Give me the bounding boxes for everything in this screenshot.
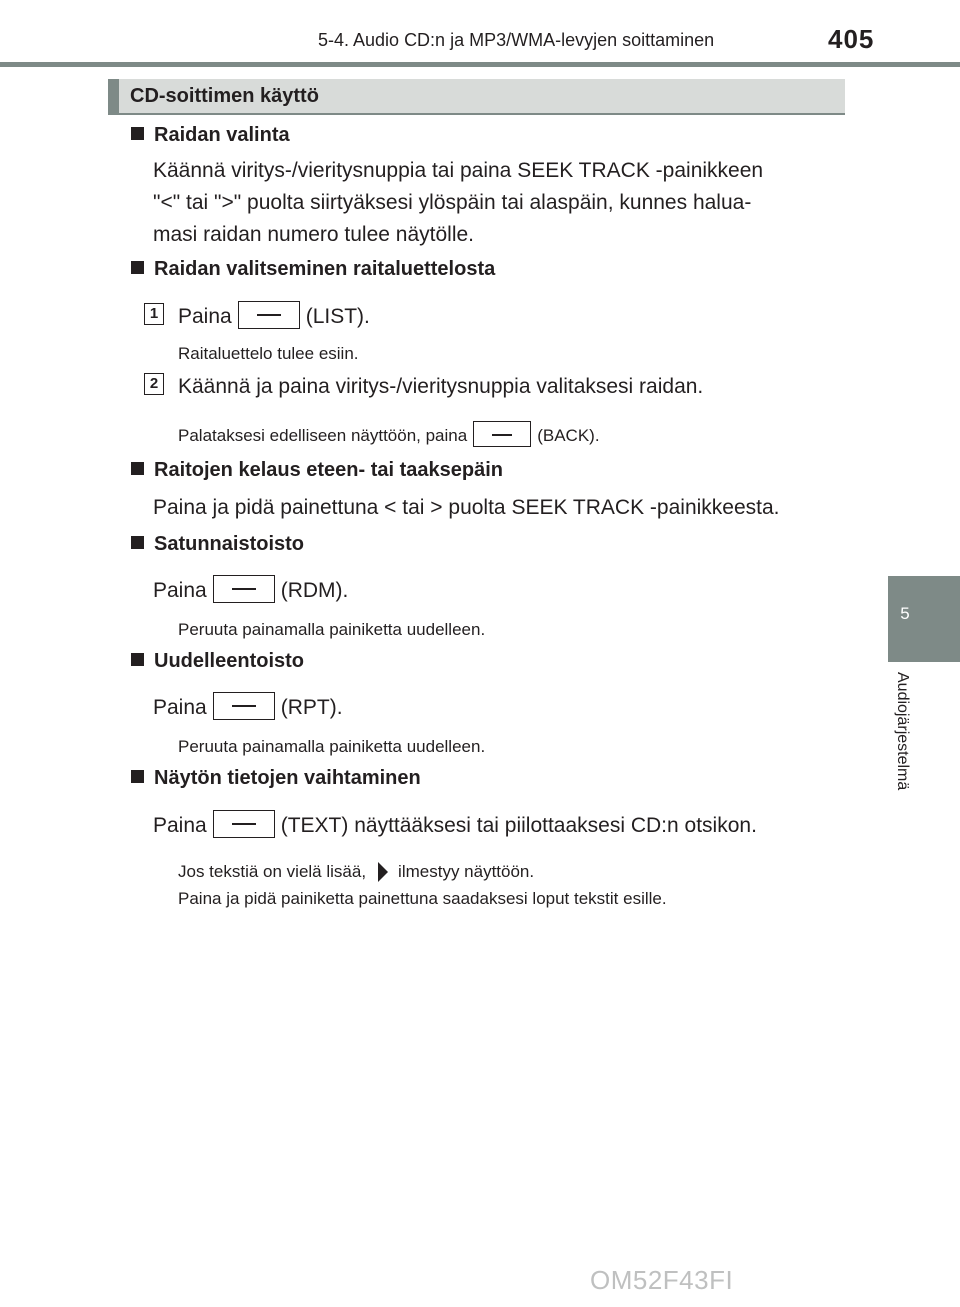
repeat-text <box>153 692 343 724</box>
display-info-note2: Paina ja pidä painiketta painettuna saadaksesi loput tekstit esille. <box>178 889 667 908</box>
section-heading-marker <box>108 79 119 113</box>
display-info-post: (TEXT) näyttääksesi tai piilottaaksesi CD:n otsikon. <box>280 814 757 837</box>
list-button-icon <box>238 301 300 329</box>
footer-watermark: OM52F43FI <box>590 1265 734 1295</box>
header-rule <box>0 62 960 67</box>
heading-random <box>131 533 304 556</box>
rpt-button-icon <box>213 692 275 720</box>
chapter-number: 5 <box>900 604 910 623</box>
heading-display-info-label: Näytön tietojen vaihtaminen <box>154 767 421 789</box>
repeat-pre: Paina <box>153 696 207 719</box>
repeat-note: Peruuta painamalla painiketta uudelleen. <box>178 737 486 756</box>
heading-repeat <box>131 650 304 673</box>
step-number-2: 2 <box>144 373 164 395</box>
heading-track-select-label: Raidan valinta <box>154 124 290 146</box>
display-info-note1 <box>178 859 534 885</box>
step2-text: Käännä ja paina viritys-/vieritysnuppia valitaksesi raidan. <box>178 375 704 398</box>
bullet-square-icon <box>131 653 144 666</box>
heading-track-list-label: Raidan valitseminen raitaluettelosta <box>154 258 496 280</box>
step2-note <box>178 421 600 449</box>
heading-fast-forward-label: Raitojen kelaus eteen- tai taaksepäin <box>154 459 504 481</box>
header-title: 5-4. Audio CD:n ja MP3/WMA-levyjen soittaminen <box>318 30 715 50</box>
bullet-square-icon <box>131 261 144 274</box>
step1-pre: Paina <box>178 305 232 328</box>
random-pre: Paina <box>153 579 207 602</box>
fast-forward-text: Paina ja pidä painettuna < tai > puolta SEEK TRACK -painikkeesta. <box>153 496 780 519</box>
heading-track-list <box>131 258 495 281</box>
bullet-square-icon <box>131 127 144 140</box>
display-info-note1-pre: Jos tekstiä on vielä lisää, <box>178 862 367 881</box>
display-info-note1-post: ilmestyy näyttöön. <box>398 862 535 881</box>
chapter-caption: Audiojärjestelmä <box>894 672 911 791</box>
section-title: CD-soittimen käyttö <box>130 85 319 107</box>
bullet-square-icon <box>131 462 144 475</box>
random-text <box>153 575 348 607</box>
heading-display-info <box>131 767 421 790</box>
random-post: (RDM). <box>280 579 349 602</box>
heading-track-select <box>131 124 290 147</box>
track-select-line2: "<" tai ">" puolta siirtyäksesi ylöspäin tai alaspäin, kunnes halua- <box>153 191 752 214</box>
repeat-post: (RPT). <box>280 696 343 719</box>
chapter-caption-wrap <box>885 672 925 832</box>
step1-post: (LIST). <box>305 305 370 328</box>
bullet-square-icon <box>131 770 144 783</box>
track-select-line1: Käännä viritys-/vieritysnuppia tai paina SEEK TRACK -painikkeen <box>153 159 764 182</box>
random-note: Peruuta painamalla painiketta uudelleen. <box>178 620 486 639</box>
step2-note-post: (BACK). <box>537 426 600 445</box>
rdm-button-icon <box>213 575 275 603</box>
arrow-right-icon <box>378 862 388 882</box>
display-info-text <box>153 810 757 842</box>
step1-text <box>178 301 370 333</box>
display-info-pre: Paina <box>153 814 207 837</box>
text-button-icon <box>213 810 275 838</box>
heading-random-label: Satunnaistoisto <box>154 533 305 555</box>
heading-repeat-label: Uudelleentoisto <box>154 650 305 672</box>
step-number-1: 1 <box>144 303 164 325</box>
track-select-line3: masi raidan numero tulee näytölle. <box>153 223 475 246</box>
back-button-icon <box>473 421 531 447</box>
page-number: 405 <box>828 24 875 54</box>
step1-note: Raitaluettelo tulee esiin. <box>178 344 359 363</box>
bullet-square-icon <box>131 536 144 549</box>
step2-note-pre: Palataksesi edelliseen näyttöön, paina <box>178 426 468 445</box>
heading-fast-forward <box>131 459 503 482</box>
